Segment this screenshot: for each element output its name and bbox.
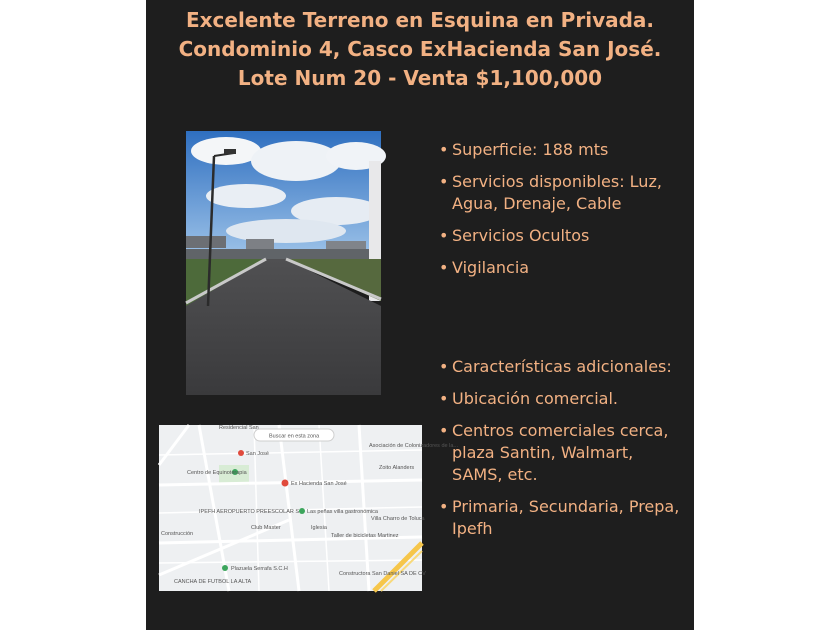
map-label-construccion: Construcción: [161, 531, 194, 537]
map-pin-icon: [299, 508, 305, 514]
map-label-asociacion: Asociación de Colonizadores de la...: [369, 443, 458, 449]
slide: [146, 0, 694, 630]
map-label-plazuela: Plazuela Serrafa S.C.H: [231, 566, 288, 572]
map-label-residencial: Residencial San: [219, 425, 259, 431]
listing-title: [146, 6, 694, 93]
additional-list: [439, 356, 684, 550]
additional-commercial: • Ubicación comercial.: [439, 388, 684, 410]
map-label-centro: Centro de Equinoterapia: [187, 470, 247, 476]
map-pin-icon: [222, 565, 228, 571]
map-label-cancha: CANCHA DE FUTBOL LA ALTA: [174, 579, 252, 585]
location-map[interactable]: [159, 425, 458, 591]
map-label-zoito: Zoito Alanders: [379, 465, 415, 471]
map-label-ex-hacienda: Ex Hacienda San José: [291, 481, 347, 487]
additional-heading: • Características adicionales:: [439, 356, 684, 378]
map-pin-icon: [238, 450, 244, 456]
map-label-iglesia: Iglesia: [311, 525, 327, 531]
feature-surface: • Superficie: 188 mts: [439, 139, 679, 161]
title-line-3: Lote Num 20 - Venta $1,100,000: [237, 66, 603, 90]
map-label-san-jose: San José: [246, 451, 269, 457]
feature-security: • Vigilancia: [439, 257, 679, 279]
map-label-club: Club Master: [251, 525, 281, 531]
additional-malls: • Centros comerciales cerca, plaza Santin, Walmart, SAMS, etc.: [439, 420, 684, 486]
title-line-1: Excelente Terreno en Esquina en Privada.: [185, 8, 655, 32]
map-label-las-penas: Las peñas villa gastronómica: [307, 509, 378, 515]
feature-services: • Servicios disponibles: Luz, Agua, Drenaje, Cable: [439, 171, 679, 215]
additional-schools: • Primaria, Secundaria, Prepa, Ipefh: [439, 496, 684, 540]
map-label-villa-charro: Villa Charro de Toluca: [371, 516, 425, 522]
map-label-ipefh: IPEFH AEROPUERTO PREESCOLAR S: [199, 509, 300, 515]
title-line-2: Condominio 4, Casco ExHacienda San José.: [178, 37, 662, 61]
map-label-constructora: Constructora San Daniel SA DE CV: [339, 571, 426, 577]
map-search-label[interactable]: Buscar en esta zona: [269, 433, 320, 440]
map-label-taller: Taller de bicicletas Martinez: [331, 533, 399, 539]
features-list: [439, 139, 679, 289]
feature-hidden-services: • Servicios Ocultos: [439, 225, 679, 247]
lot-photo: [186, 131, 381, 395]
map-pin-icon: [282, 480, 289, 487]
